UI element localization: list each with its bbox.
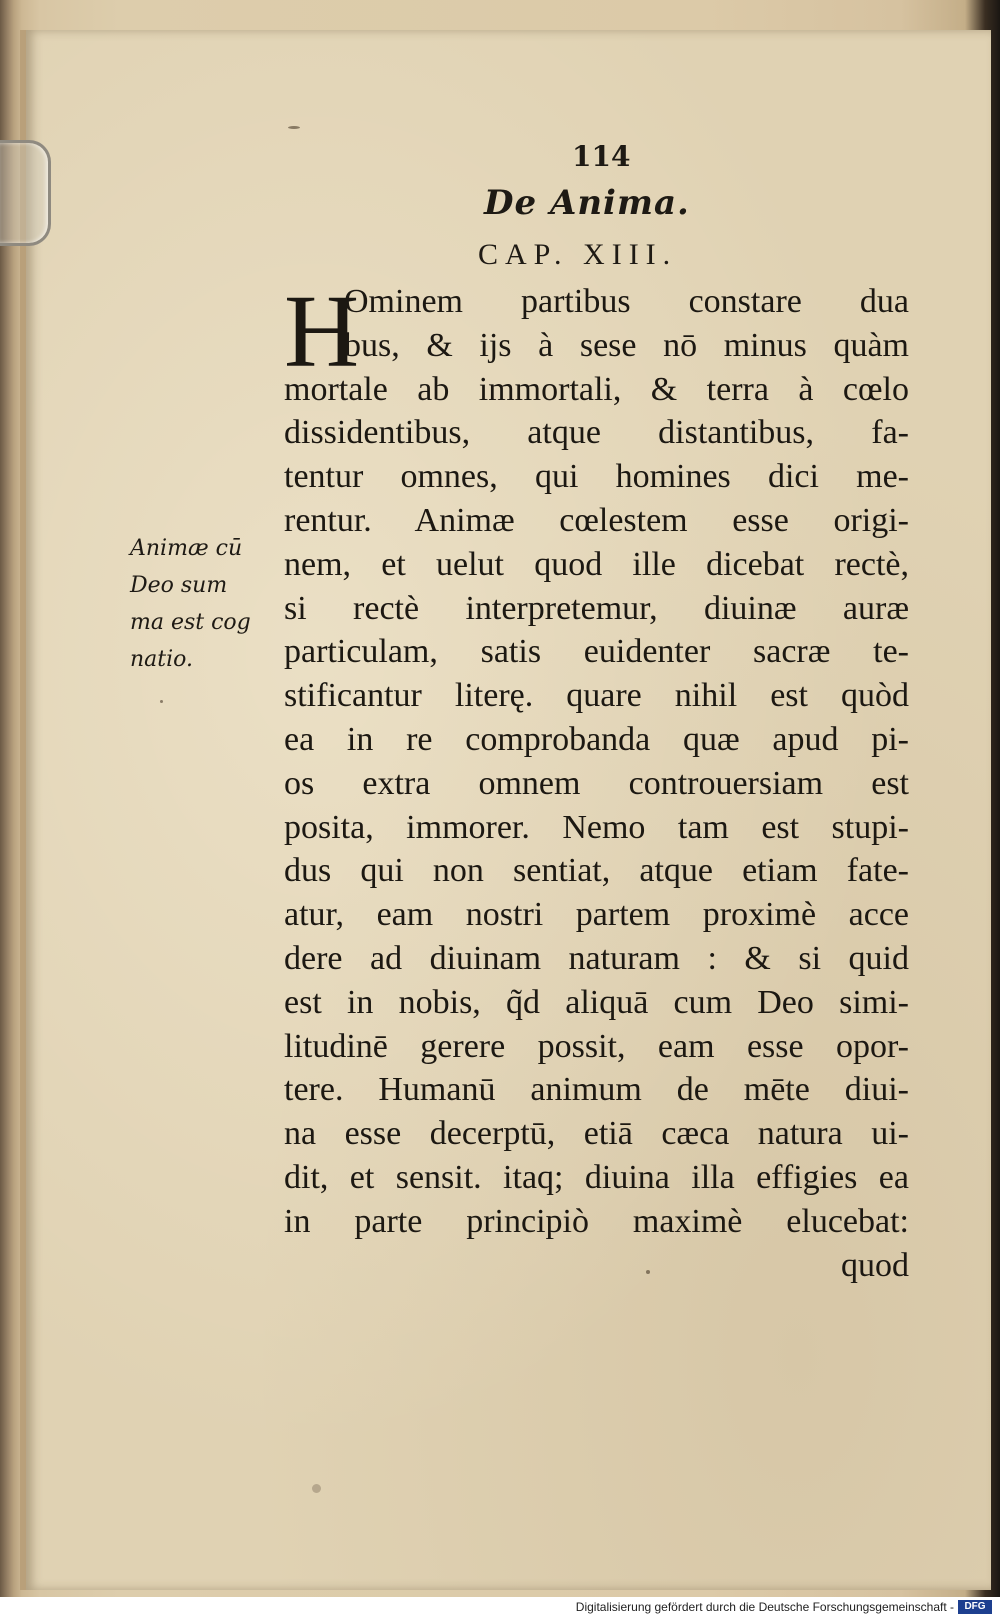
- marginal-note-line: ma est cog: [130, 610, 251, 635]
- text-line: na esse decerptū, etiā cæca natura ui-: [284, 1115, 909, 1153]
- text-line: posita, immorer. Nemo tam est stupi-: [284, 808, 909, 846]
- text-line: tere. Humanū animum de mēte diui-: [284, 1071, 909, 1109]
- text-line: litudinē gerere possit, eam esse opor-: [284, 1027, 909, 1065]
- text-line: si rectè interpretemur, diuinæ auræ: [284, 589, 909, 627]
- text-line: est in nobis, q̃d aliquā cum Deo simi-: [284, 983, 909, 1021]
- body-text: [284, 274, 909, 1287]
- text-line: dit, et sensit. itaq; diuina illa effigies ea: [284, 1158, 909, 1196]
- drop-cap: H: [284, 274, 360, 389]
- text-line: ea in re comprobanda quæ apud pi-: [284, 720, 909, 758]
- running-title: De Anima.: [484, 183, 690, 223]
- page-clip: [0, 140, 51, 246]
- text-line: Ominem partibus constare dua: [344, 283, 909, 320]
- page-number: 114: [572, 140, 631, 173]
- marginal-note-line: Animæ cū: [130, 536, 243, 561]
- catchword: quod: [841, 1246, 909, 1284]
- marginal-note-line: Deo sum: [130, 573, 228, 598]
- text-line: os extra omnem controuersiam est: [284, 764, 909, 802]
- text-line: bus, & ijs à sese nō minus quàm: [344, 326, 909, 364]
- chapter-heading: CAP. XIII.: [478, 238, 678, 271]
- text-line: dus qui non sentiat, atque etiam fate-: [284, 852, 909, 890]
- ink-speck: [288, 126, 300, 129]
- text-line: atur, eam nostri partem proximè acce: [284, 896, 909, 934]
- ink-speck: [646, 1270, 650, 1274]
- text-line: particulam, satis euidenter sacræ te-: [284, 633, 909, 671]
- dfg-logo: DFG: [958, 1600, 992, 1614]
- text-line: stificantur literę. quare nihil est quòd: [284, 677, 909, 715]
- text-line: mortale ab immortali, & terra à cœlo: [284, 370, 909, 408]
- ink-speck: [160, 700, 163, 703]
- text-line: dissidentibus, atque distantibus, fa-: [284, 414, 909, 452]
- text-line: rentur. Animæ cœlestem esse origi-: [284, 501, 909, 539]
- text-line: dere ad diuinam naturam : & si quid: [284, 939, 909, 977]
- text-line: tentur omnes, qui homines dici me-: [284, 458, 909, 496]
- marginal-note: [130, 530, 270, 678]
- marginal-note-line: natio.: [130, 647, 194, 672]
- text-line: nem, et uelut quod ille dicebat rectè,: [284, 545, 909, 583]
- ink-speck: [312, 1484, 321, 1493]
- text-line: in parte principiò maximè elucebat:: [284, 1202, 909, 1240]
- digitization-credit: Digitalisierung gefördert durch die Deutsche Forschungsgemeinschaft -: [575, 1600, 954, 1614]
